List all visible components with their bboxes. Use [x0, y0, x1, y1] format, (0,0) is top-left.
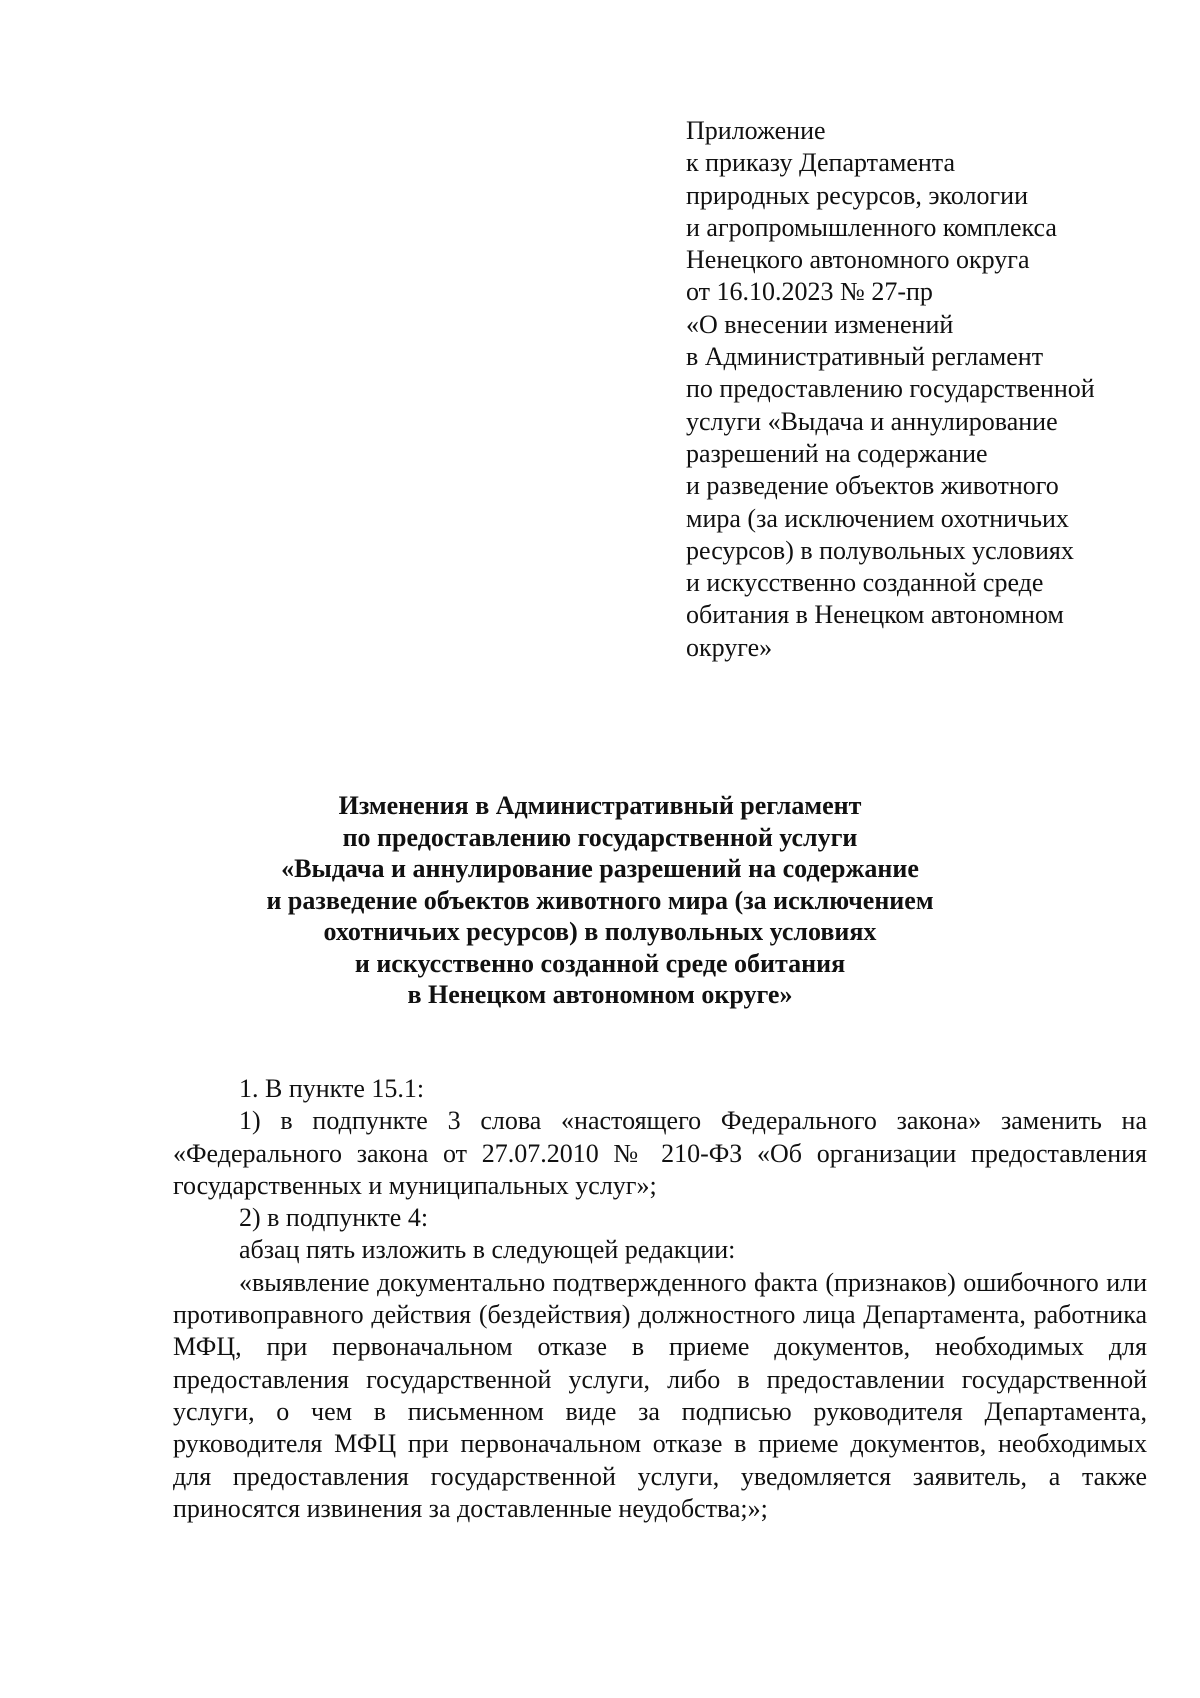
appendix-line: по предоставлению государственной — [686, 374, 1095, 404]
title-line: по предоставлению государственной услуги — [342, 822, 858, 852]
subitem-1-paragraph: 1) в подпункте 3 слова «настоящего Федерального закона» заменить на «Федерального закона от 27.07.2010 № 210-ФЗ «Об организации предоставления государственных и муниципальных услуг»; — [173, 1106, 1147, 1200]
appendix-line: обитания в Ненецком автономном — [686, 600, 1064, 630]
appendix-header — [686, 115, 1166, 664]
appendix-line: Ненецкого автономного округа — [686, 245, 1030, 275]
item-1-heading: 1. В пункте 15.1: — [239, 1074, 425, 1103]
appendix-line: и разведение объектов животного — [686, 471, 1059, 501]
paragraph-instruction: абзац пять изложить в следующей редакции: — [239, 1235, 736, 1265]
title-line: охотничьих ресурсов) в полувольных условиях — [323, 917, 877, 946]
appendix-line: ресурсов) в полувольных условиях — [686, 535, 1074, 565]
appendix-line: природных ресурсов, экологии — [686, 180, 1028, 210]
appendix-line: и агропромышленного комплекса — [686, 212, 1057, 242]
appendix-line: в Административный регламент — [686, 342, 1044, 372]
title-line: и искусственно созданной среде обитания — [354, 948, 846, 978]
appendix-line: разрешений на содержание — [686, 438, 988, 468]
title-line: в Ненецком автономном округе» — [407, 980, 793, 1009]
title-line: Изменения в Административный регламент — [338, 791, 862, 820]
appendix-line: к приказу Департамента — [686, 148, 956, 178]
quoted-new-text: «выявление документально подтвержденного факта (признаков) ошибочного или противоправного действия (бездействия) должностного лица Департамента, работника МФЦ, при первоначальном отказе в приеме документов, необходимых для предоставления государственной услуги, либо в предоставлении государственной услуги, о чем в письменном виде за подписью руководителя Департамента, руководителя МФЦ при первоначальном отказе в приеме документов, необходимых для предоставления государственной услуги, уведомляется заявитель, а также приносятся извинения за доставленные неудобства;»; — [173, 1267, 1147, 1523]
document-title — [150, 790, 1050, 1011]
subitem-2-heading: 2) в подпункте 4: — [239, 1203, 429, 1233]
title-line: и разведение объектов животного мира (за исключением — [266, 885, 934, 915]
appendix-line: мира (за исключением охотничьих — [686, 503, 1069, 533]
appendix-line: округе» — [686, 632, 773, 662]
appendix-line: и искусственно созданной среде — [686, 568, 1044, 598]
appendix-line: «О внесении изменений — [686, 309, 954, 339]
appendix-line: от 16.10.2023 № 27-пр — [686, 277, 933, 307]
appendix-line: услуги «Выдача и аннулирование — [686, 406, 1058, 436]
appendix-line: Приложение — [686, 116, 826, 145]
title-line: «Выдача и аннулирование разрешений на содержание — [281, 854, 919, 883]
document-body — [173, 1073, 1147, 1525]
